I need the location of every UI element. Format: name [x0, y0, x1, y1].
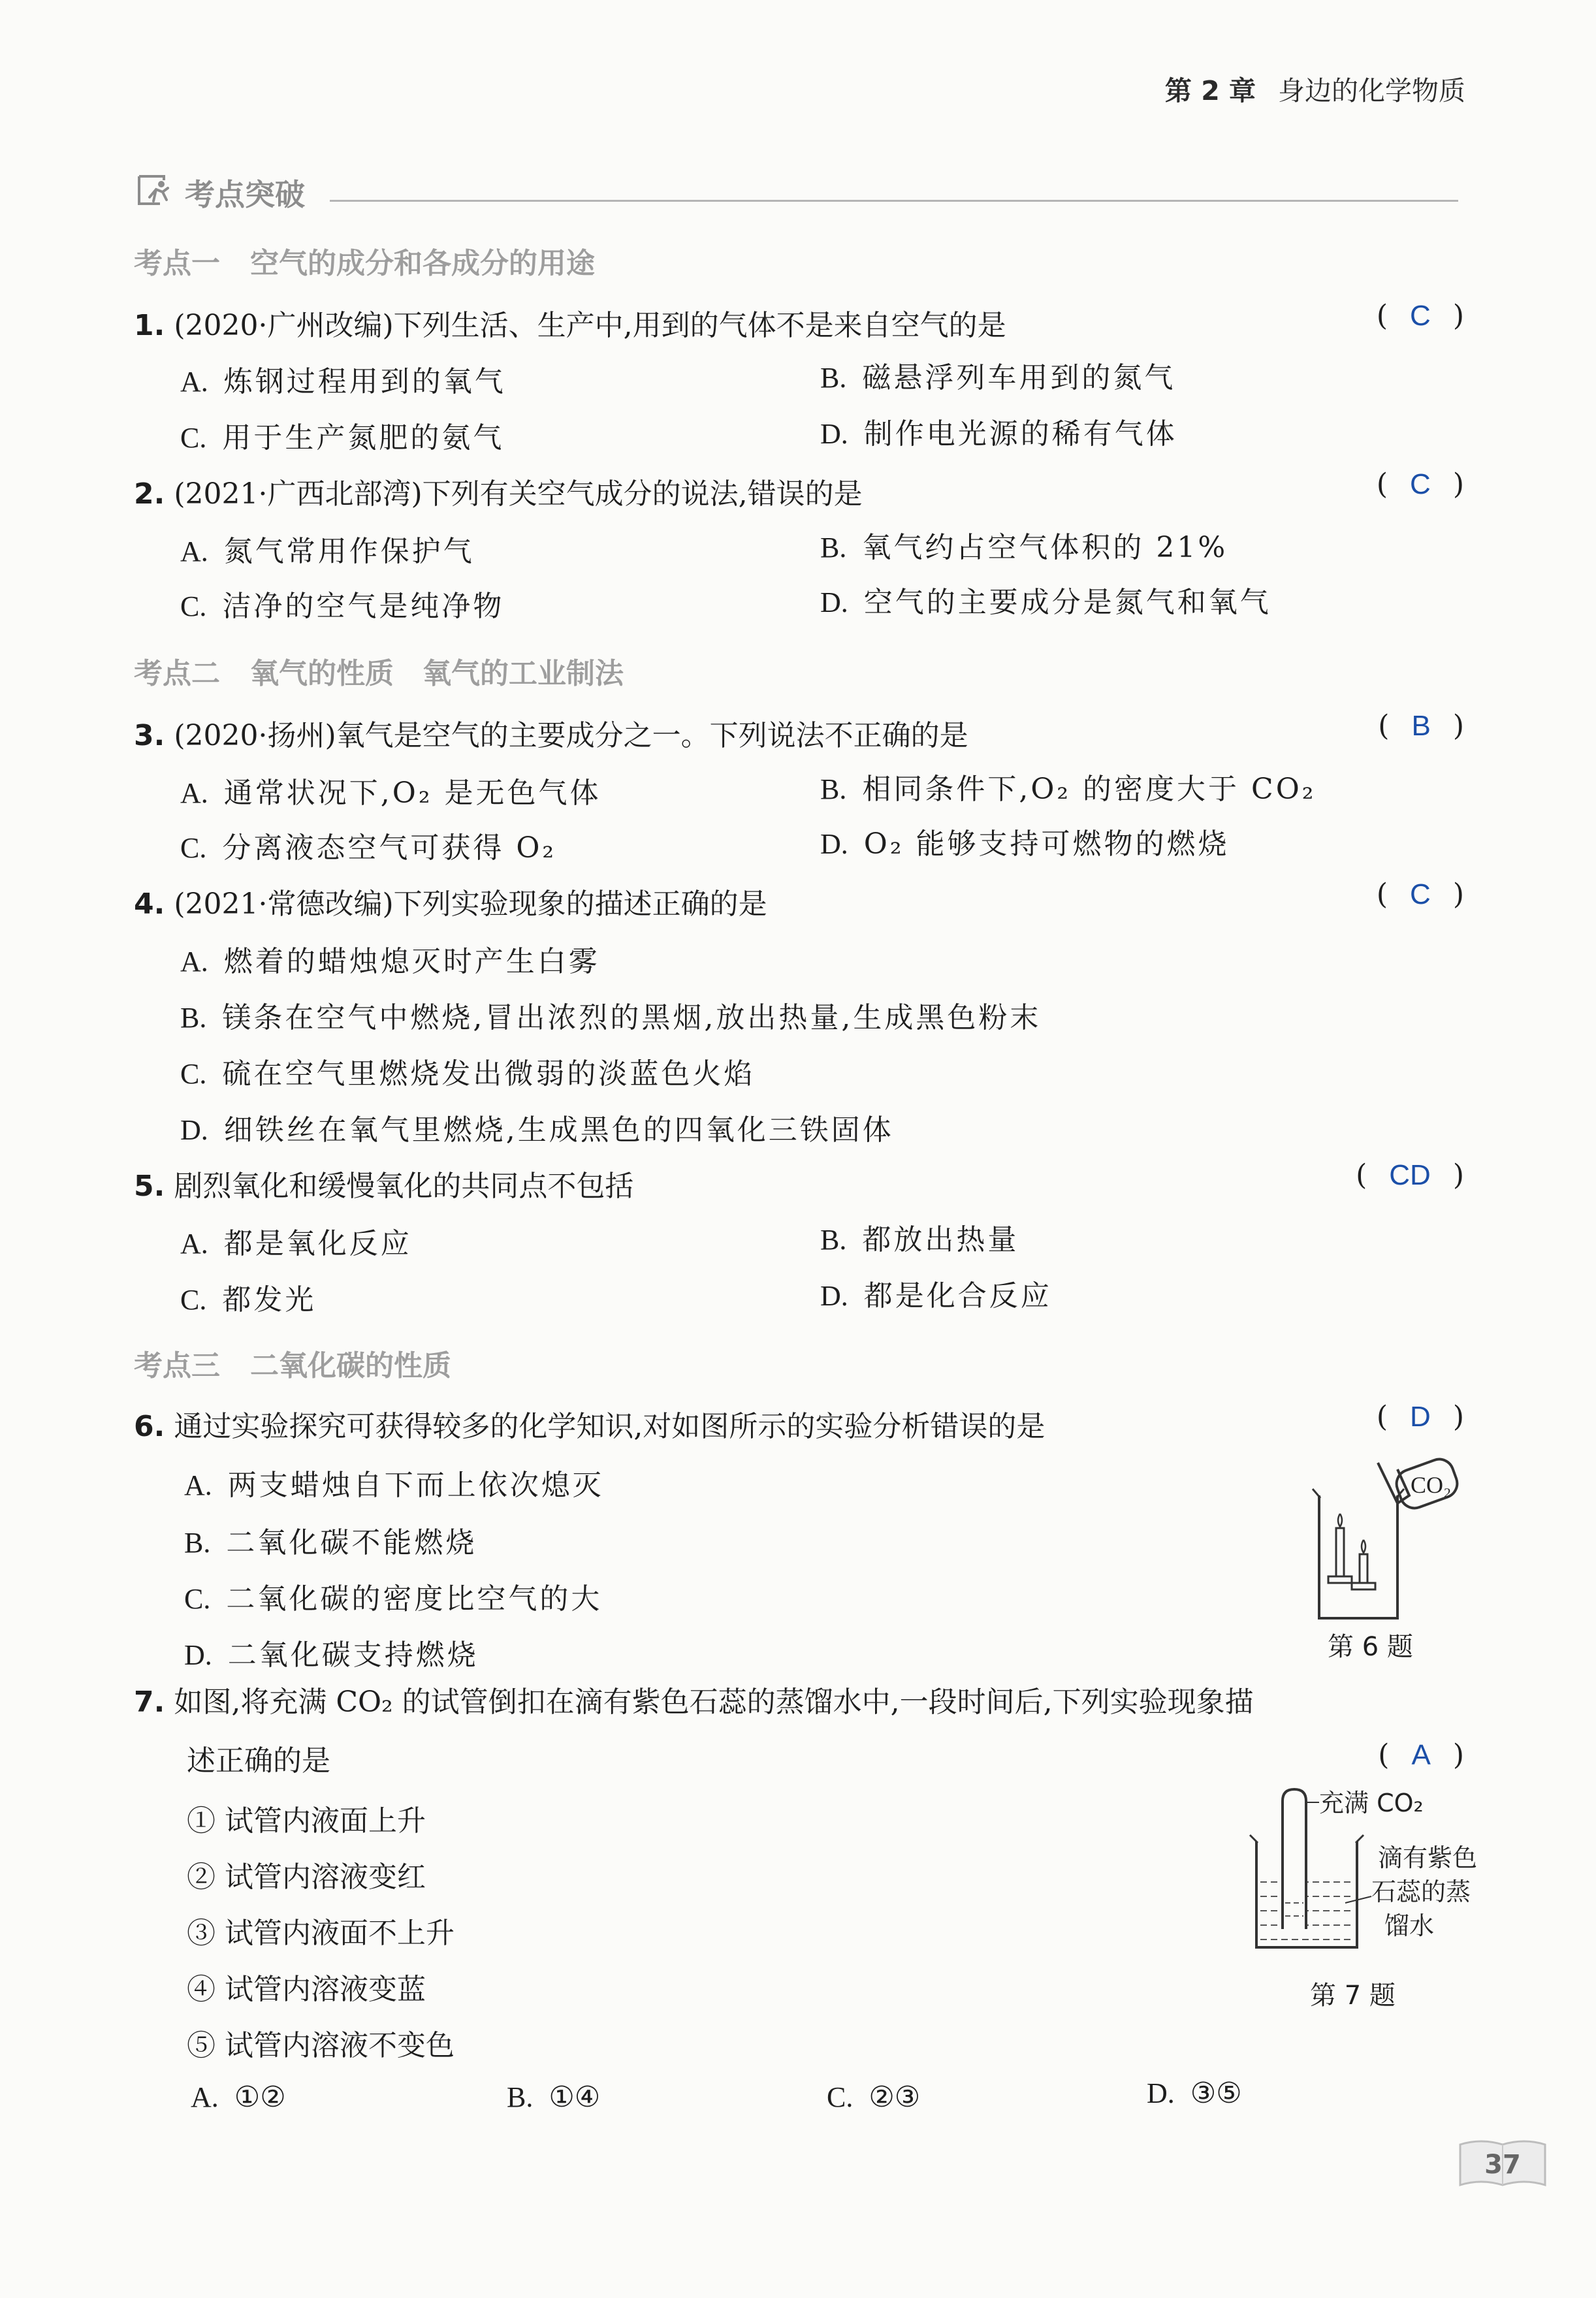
page-header	[1165, 69, 1465, 108]
answer-1: ( C )	[1376, 299, 1464, 332]
question-7-stem-line-2: 述正确的是	[187, 1744, 330, 1778]
water-label-line1: 滴有紫色	[1378, 1843, 1478, 1872]
tube-label: 充满 CO₂	[1319, 1789, 1424, 1817]
option-4a: A. 燃着的蜡烛熄灭时产生白雾	[180, 945, 600, 978]
figure-7-inverted-test-tube	[1241, 1785, 1489, 1972]
option-2d: D. 空气的主要成分是氮气和氧气	[820, 586, 1271, 619]
section-heading	[134, 168, 1466, 210]
figure-7-caption: 第 7 题	[1310, 1981, 1396, 2011]
question-stem: (2021·广西北部湾)下列有关空气成分的说法,错误的是	[174, 477, 863, 511]
question-stem: (2020·广州改编)下列生活、生产中,用到的气体不是来自空气的是	[174, 309, 1006, 342]
section-divider	[330, 200, 1458, 202]
option-6c: C. 二氧化碳的密度比空气的大	[184, 1582, 603, 1616]
answer-4: ( C )	[1376, 878, 1464, 911]
topic-heading-1: 考点一 空气的成分和各成分的用途	[134, 247, 595, 280]
page-number: 37	[1458, 2137, 1548, 2192]
option-7a: A. ①②	[191, 2081, 286, 2114]
option-1b: B. 磁悬浮列车用到的氮气	[820, 361, 1176, 394]
option-5b: B. 都放出热量	[820, 1223, 1019, 1256]
question-stem: 如图,将充满 CO₂ 的试管倒扣在滴有紫色石蕊的蒸馏水中,一段时间后,下列实验现象描	[174, 1685, 1254, 1719]
answer-6: ( D )	[1376, 1400, 1464, 1433]
answer-3: ( B )	[1378, 709, 1464, 742]
answer-7: ( A )	[1378, 1738, 1464, 1772]
option-6d: D. 二氧化碳支持燃烧	[184, 1638, 479, 1672]
option-5a: A. 都是氧化反应	[180, 1227, 412, 1260]
item-7-2: ② 试管内溶液变红	[187, 1860, 426, 1894]
option-5d: D. 都是化合反应	[820, 1279, 1052, 1313]
chapter-number: 第 2 章	[1164, 75, 1256, 106]
option-4b: B. 镁条在空气中燃烧,冒出浓烈的黑烟,放出热量,生成黑色粉末	[180, 1001, 1042, 1034]
question-stem: 剧烈氧化和缓慢氧化的共同点不包括	[174, 1170, 634, 1203]
option-4d: D. 细铁丝在氧气里燃烧,生成黑色的四氧化三铁固体	[180, 1113, 894, 1147]
item-7-4: ④ 试管内溶液变蓝	[187, 1973, 426, 2006]
topic-heading-3: 考点三 二氧化碳的性质	[134, 1349, 451, 1382]
option-1d: D. 制作电光源的稀有气体	[820, 417, 1177, 451]
question-4: 4. (2021·常德改编)下列实验现象的描述正确的是	[134, 887, 767, 921]
figure-6-caption: 第 6 题	[1328, 1632, 1413, 1662]
option-6b: B. 二氧化碳不能燃烧	[184, 1526, 477, 1559]
question-2: 2. (2021·广西北部湾)下列有关空气成分的说法,错误的是	[134, 477, 863, 511]
figure-6-co2-candles	[1300, 1450, 1495, 1626]
water-label-line2: 石蕊的蒸	[1371, 1877, 1471, 1906]
option-7c: C. ②③	[827, 2081, 921, 2114]
option-7b: B. ①④	[507, 2081, 601, 2114]
question-6: 6. 通过实验探究可获得较多的化学知识,对如图所示的实验分析错误的是	[134, 1410, 1045, 1443]
option-3d: D. O₂ 能够支持可燃物的燃烧	[820, 827, 1230, 861]
option-5c: C. 都发光	[180, 1283, 317, 1317]
answer-5: ( CD )	[1356, 1158, 1464, 1192]
question-stem: 通过实验探究可获得较多的化学知识,对如图所示的实验分析错误的是	[174, 1410, 1045, 1443]
section-title: 考点突破	[185, 177, 305, 212]
option-3b: B. 相同条件下,O₂ 的密度大于 CO₂	[820, 773, 1317, 806]
option-2b: B. 氧气约占空气体积的 21%	[820, 531, 1228, 564]
option-6a: A. 两支蜡烛自下而上依次熄灭	[184, 1469, 604, 1502]
option-1c: C. 用于生产氮肥的氨气	[180, 421, 505, 455]
option-3c: C. 分离液态空气可获得 O₂	[180, 831, 557, 865]
answer-2: ( C )	[1376, 468, 1464, 501]
question-1: 1. (2020·广州改编)下列生活、生产中,用到的气体不是来自空气的是	[134, 309, 1006, 342]
question-stem: (2021·常德改编)下列实验现象的描述正确的是	[174, 887, 767, 921]
question-3: 3. (2020·扬州)氧气是空气的主要成分之一。下列说法不正确的是	[134, 719, 968, 752]
running-figure-icon	[134, 171, 176, 209]
option-2a: A. 氮气常用作保护气	[180, 535, 475, 568]
option-2c: C. 洁净的空气是纯净物	[180, 590, 505, 623]
question-7: 7. 如图,将充满 CO₂ 的试管倒扣在滴有紫色石蕊的蒸馏水中,一段时间后,下列实验现象描	[134, 1685, 1254, 1719]
question-5: 5. 剧烈氧化和缓慢氧化的共同点不包括	[134, 1170, 634, 1203]
question-stem: (2020·扬州)氧气是空气的主要成分之一。下列说法不正确的是	[174, 719, 968, 752]
item-7-3: ③ 试管内液面不上升	[187, 1917, 455, 1950]
topic-heading-2: 考点二 氧气的性质 氧气的工业制法	[134, 657, 624, 690]
co2-label: CO₂	[1411, 1472, 1452, 1498]
option-3a: A. 通常状况下,O₂ 是无色气体	[180, 776, 601, 810]
chapter-title: 身边的化学物质	[1278, 75, 1465, 106]
item-7-5: ⑤ 试管内溶液不变色	[187, 2029, 455, 2062]
item-7-1: ① 试管内液面上升	[187, 1804, 426, 1838]
option-4c: C. 硫在空气里燃烧发出微弱的淡蓝色火焰	[180, 1057, 756, 1091]
option-7d: D. ③⑤	[1147, 2077, 1242, 2110]
option-1a: A. 炼钢过程用到的氧气	[180, 365, 506, 398]
water-label-line3: 馏水	[1384, 1911, 1435, 1940]
